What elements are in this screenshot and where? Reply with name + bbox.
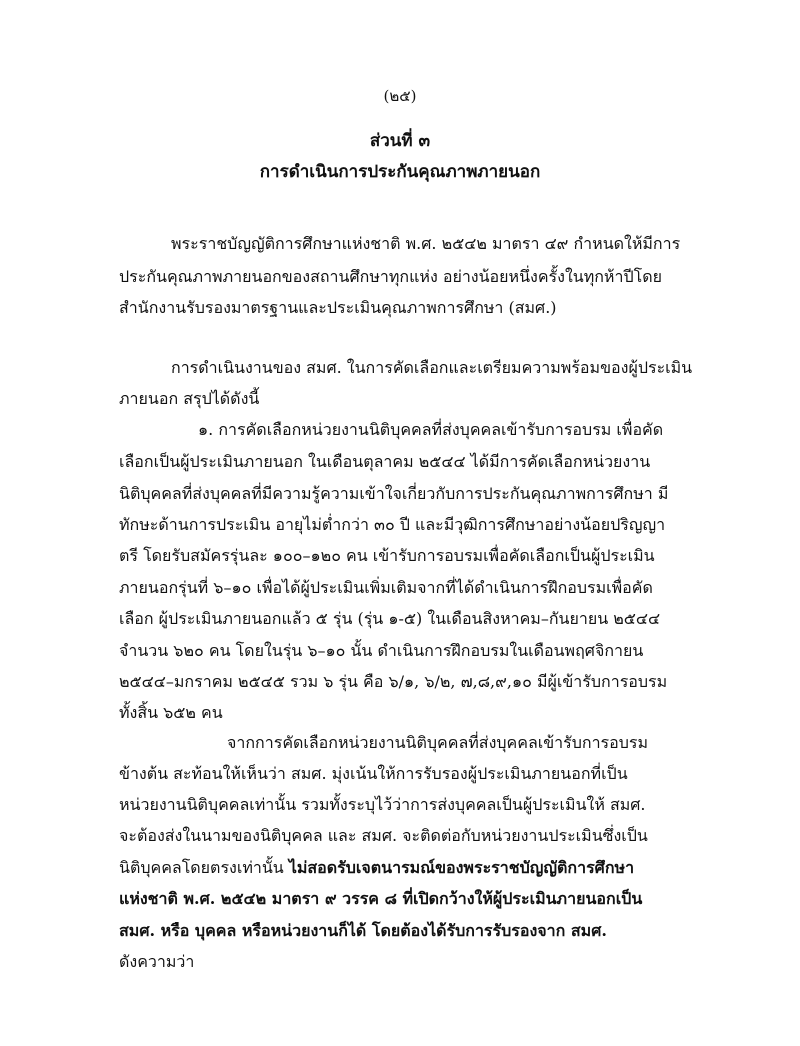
- page-number: (๒๕): [383, 87, 417, 105]
- item1-line: ทักษะด้านการประเมิน อายุไม่ต่ำกว่า ๓๐ ปี และมีวุฒิการศึกษาอย่างน้อยปริญญา: [119, 515, 666, 534]
- item1-line: ภายนอกรุ่นที่ ๖–๑๐ เพื่อได้ผู้ประเมินเพิ่มเติมจากที่ได้ดำเนินการฝึกอบรมเพื่อคัด: [119, 578, 653, 597]
- item1-line: เลือกเป็นผู้ประเมินภายนอก ในเดือนตุลาคม ๒๕๔๔ ได้มีการคัดเลือกหน่วยงาน: [119, 452, 651, 471]
- item1-line: ๑. การคัดเลือกหน่วยงานนิติบุคคลที่ส่งบุคคลเข้ารับการอบรม เพื่อคัด: [198, 420, 664, 439]
- paragraph2-line: ภายนอก สรุปได้ดังนี้: [119, 389, 260, 408]
- paragraph1-line: พระราชบัญญัติการศึกษาแห่งชาติ พ.ศ. ๒๕๔๒ มาตรา ๔๙ กำหนดให้มีการ: [171, 234, 681, 253]
- paragraph1-line: สำนักงานรับรองมาตรฐานและประเมินคุณภาพการศึกษา (สมศ.): [119, 298, 557, 317]
- paragraph3-bold-line: สมศ. หรือ บุคคล หรือหน่วยงานก็ได้ โดยต้องได้รับการรับรองจาก สมศ.: [119, 921, 607, 940]
- paragraph3-line: หน่วยงานนิติบุคคลเท่านั้น รวมทั้งระบุไว้ว่าการส่งบุคคลเป็นผู้ประเมินให้ สมศ.: [119, 795, 646, 814]
- section-title: การดำเนินการประกันคุณภาพภายนอก: [259, 162, 541, 182]
- paragraph3-line-mixed: [119, 858, 634, 878]
- item1-line: เลือก ผู้ประเมินภายนอกแล้ว ๕ รุ่น (รุ่น ๑-๕) ในเดือนสิงหาคม–กันยายน ๒๕๔๔: [119, 609, 661, 628]
- paragraph2-line: การดำเนินงานของ สมศ. ในการคัดเลือกและเตรียมความพร้อมของผู้ประเมิน: [171, 358, 693, 377]
- item1-line: จำนวน ๖๒๐ คน โดยในรุ่น ๖–๑๐ นั้น ดำเนินการฝึกอบรมในเดือนพฤศจิกายน: [119, 641, 644, 660]
- paragraph3-line: ข้างต้น สะท้อนให้เห็นว่า สมศ. มุ่งเน้นให้การรับรองผู้ประเมินภายนอกที่เป็น: [119, 764, 628, 783]
- paragraph3-last-line: ดังความว่า: [119, 952, 195, 971]
- paragraph3-bold-line: แห่งชาติ พ.ศ. ๒๕๔๒ มาตรา ๙ วรรค ๘ ที่เปิดกว้างให้ผู้ประเมินภายนอกเป็น: [119, 889, 643, 908]
- item1-line: ทั้งสิ้น ๖๕๒ คน: [119, 703, 223, 722]
- item1-line: ตรี โดยรับสมัครรุ่นละ ๑๐๐–๑๒๐ คน เข้ารับการอบรมเพื่อคัดเลือกเป็นผู้ประเมิน: [119, 546, 655, 565]
- paragraph3-line: จะต้องส่งในนามของนิติบุคคล และ สมศ. จะติดต่อกับหน่วยงานประเมินซึ่งเป็น: [119, 826, 648, 845]
- item1-line: นิติบุคคลที่ส่งบุคคลที่มีความรู้ความเข้าใจเกี่ยวกับการประกันคุณภาพการศึกษา มี: [119, 484, 669, 503]
- paragraph1-line: ประกันคุณภาพภายนอกของสถานศึกษาทุกแห่ง อย่างน้อยหนึ่งครั้งในทุกห้าปีโดย: [119, 267, 662, 286]
- paragraph3-normal-segment: นิติบุคคลโดยตรงเท่านั้น: [119, 858, 289, 877]
- paragraph3-bold-segment: ไม่สอดรับเจตนารมณ์ของพระราชบัญญัติการศึกษา: [288, 858, 635, 877]
- section-part-heading: ส่วนที่ ๓: [369, 131, 431, 151]
- item1-line: ๒๕๔๔–มกราคม ๒๕๔๕ รวม ๖ รุ่น คือ ๖/๑, ๖/๒, ๗,๘,๙,๑๐ มีผู้เข้ารับการอบรม: [119, 672, 668, 691]
- paragraph3-line: จากการคัดเลือกหน่วยงานนิติบุคคลที่ส่งบุคคลเข้ารับการอบรม: [227, 733, 649, 752]
